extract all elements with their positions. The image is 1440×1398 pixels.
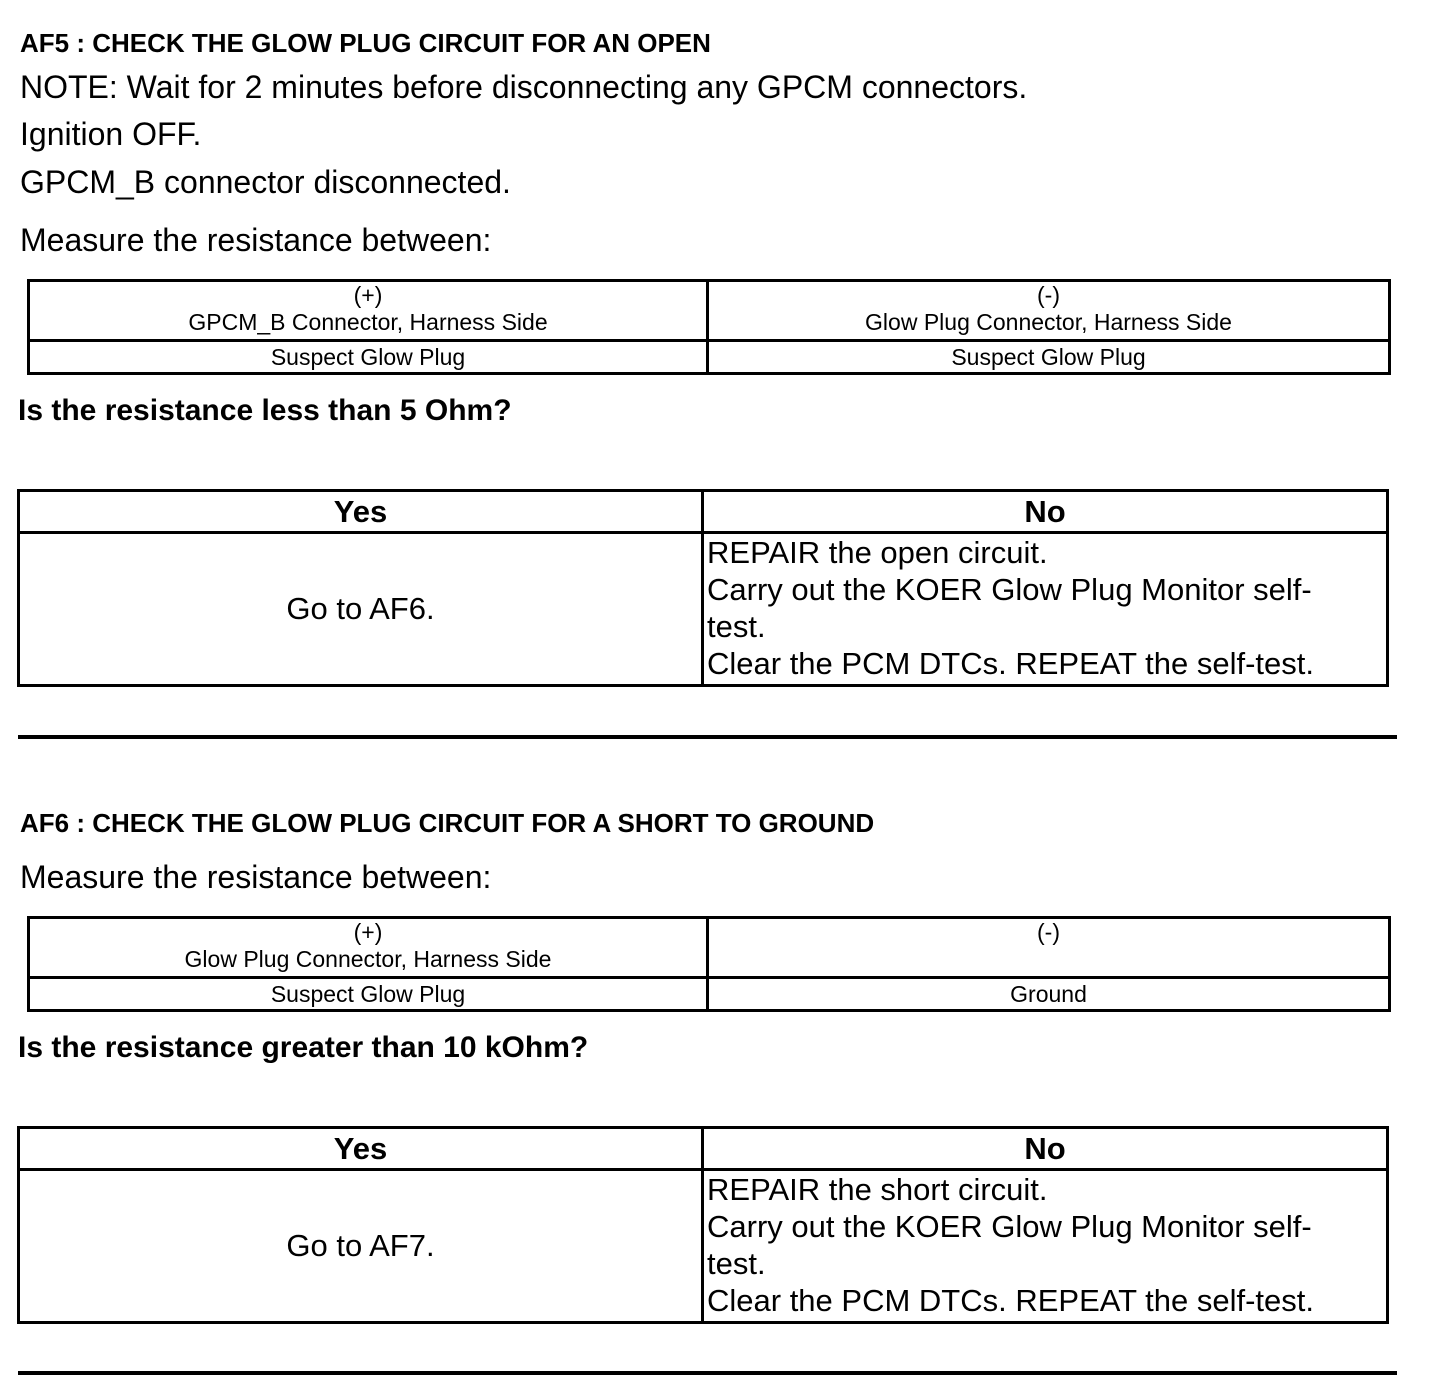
af5-no-line: REPAIR the open circuit. xyxy=(707,535,1048,570)
af6-minus-value: Ground xyxy=(708,978,1390,1011)
af5-no-line: test. xyxy=(707,609,766,644)
af6-yes-header: Yes xyxy=(19,1128,703,1170)
af6-no-line: test. xyxy=(707,1246,766,1281)
af6-no-actions xyxy=(703,1170,1388,1323)
af5-minus-value: Suspect Glow Plug xyxy=(708,341,1390,374)
af5-heading: AF5 : CHECK THE GLOW PLUG CIRCUIT FOR AN OPEN xyxy=(20,28,711,58)
af6-plus-header: Glow Plug Connector, Harness Side xyxy=(184,946,552,972)
af6-minus-header-cell xyxy=(708,918,1390,978)
af6-no-line: Clear the PCM DTCs. REPEAT the self-test. xyxy=(707,1283,1314,1318)
section-divider xyxy=(18,735,1397,739)
af5-plus-symbol: (+) xyxy=(353,282,383,308)
af6-measurement-table xyxy=(27,916,1391,1012)
af5-minus-header: Glow Plug Connector, Harness Side xyxy=(865,309,1232,335)
af6-plus-symbol: (+) xyxy=(353,919,383,945)
af5-no-header: No xyxy=(703,491,1388,533)
af6-no-line: REPAIR the short circuit. xyxy=(707,1172,1048,1207)
af5-no-line: Clear the PCM DTCs. REPEAT the self-test. xyxy=(707,646,1314,681)
af6-question: Is the resistance greater than 10 kOhm? xyxy=(18,1031,589,1064)
af5-minus-symbol: (-) xyxy=(1037,282,1060,308)
af6-no-header: No xyxy=(703,1128,1388,1170)
af5-no-actions xyxy=(703,533,1388,686)
af5-no-line: Carry out the KOER Glow Plug Monitor self- xyxy=(707,572,1312,607)
af6-minus-symbol: (-) xyxy=(1037,919,1060,945)
af5-step-connector: GPCM_B connector disconnected. xyxy=(20,164,511,200)
af5-minus-header-cell xyxy=(708,281,1390,341)
af5-plus-header: GPCM_B Connector, Harness Side xyxy=(188,309,548,335)
af5-plus-value: Suspect Glow Plug xyxy=(29,341,708,374)
af5-plus-header-cell xyxy=(29,281,708,341)
af5-note: NOTE: Wait for 2 minutes before disconnecting any GPCM connectors. xyxy=(20,69,1028,105)
af5-measurement-table xyxy=(27,279,1391,375)
af5-question: Is the resistance less than 5 Ohm? xyxy=(18,394,512,427)
af6-decision-table xyxy=(17,1126,1389,1324)
af6-no-line: Carry out the KOER Glow Plug Monitor self- xyxy=(707,1209,1312,1244)
af6-measure-label: Measure the resistance between: xyxy=(20,859,492,895)
af6-plus-value: Suspect Glow Plug xyxy=(29,978,708,1011)
af5-measure-label: Measure the resistance between: xyxy=(20,222,492,258)
af6-yes-action: Go to AF7. xyxy=(19,1170,703,1323)
af5-yes-header: Yes xyxy=(19,491,703,533)
af5-decision-table xyxy=(17,489,1389,687)
af5-step-ignition: Ignition OFF. xyxy=(20,116,202,152)
section-divider xyxy=(18,1371,1397,1375)
af5-yes-action: Go to AF6. xyxy=(19,533,703,686)
af6-plus-header-cell xyxy=(29,918,708,978)
af6-heading: AF6 : CHECK THE GLOW PLUG CIRCUIT FOR A SHORT TO GROUND xyxy=(20,808,875,838)
